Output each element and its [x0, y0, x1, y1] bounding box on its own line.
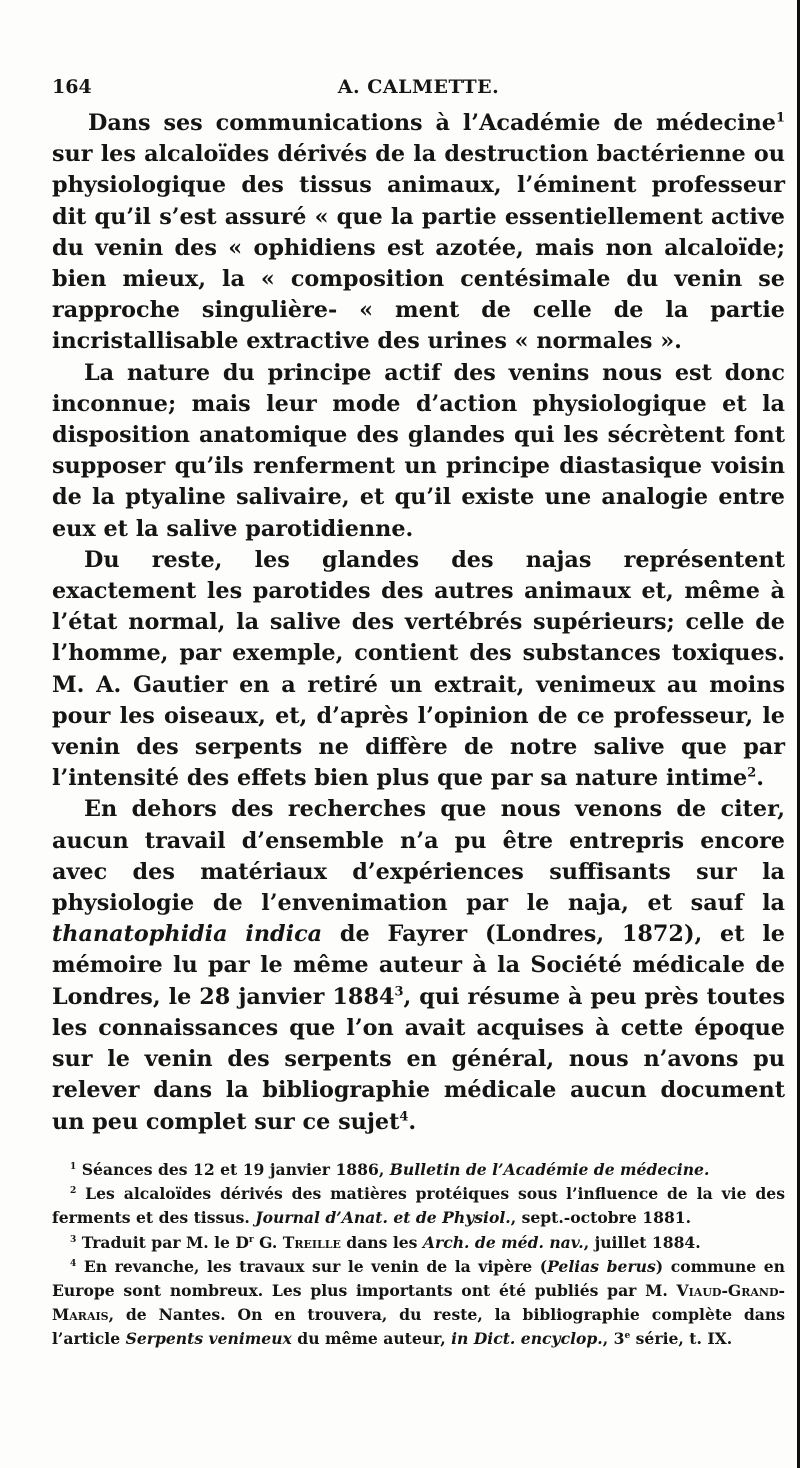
paragraph-3 — [52, 545, 785, 795]
paragraph-4-text-c: , qui résume à peu près toutes les connaissances que l’on avait acquises à cette époque sur le venin des serpents en général, nous n’avons pu relever dans la bibliographie médicale aucun document un peu complet sur ce sujet — [52, 983, 785, 1135]
page-number: 164 — [52, 76, 92, 98]
footnote-2-text-a: Les alcaloïdes dérivés des matières protéiques sous l’influence de la vie des ferments et des tissus. — [52, 1184, 785, 1228]
footnote-ref-3: 3 — [394, 984, 404, 1000]
footnote-2-text-b: , sept.-octobre 1881. — [510, 1208, 692, 1228]
footnote-1-mark: 1 — [70, 1161, 77, 1172]
footnote-4-text-e: , 3 — [602, 1329, 625, 1349]
paragraph-1 — [52, 108, 785, 358]
main-text — [52, 108, 785, 1138]
paragraph-3-text-b: . — [756, 765, 764, 792]
footnote-2-mark: 2 — [70, 1186, 77, 1197]
footnote-ref-2: 2 — [747, 765, 757, 781]
paragraph-4 — [52, 794, 785, 1137]
footnote-4-mark: 4 — [70, 1258, 77, 1269]
page-header — [52, 74, 785, 100]
footnote-4-italic-3: in Dict. encyclop. — [451, 1329, 603, 1349]
footnote-3-mark: 3 — [70, 1234, 77, 1245]
footnotes — [52, 1158, 785, 1352]
footnote-4-text-b: ) commune en Europe sont nombreux. Les plus importants ont été publiés par M. — [52, 1256, 785, 1301]
footnote-4-text-c: , de Nantes. On en trouvera, du reste, la bibliographie complète dans l’article — [52, 1305, 785, 1349]
paragraph-4-text-b: de Fayrer (Londres, 1872), et le mémoire lu par le même auteur à la Société médicale de Londres, le 28 janvier 1884 — [52, 921, 785, 1010]
footnote-1 — [52, 1158, 785, 1182]
footnote-4-text-f: série, t. IX. — [630, 1329, 733, 1349]
paragraph-1-text-a: Dans ses communications à l’Académie de médecine — [88, 110, 776, 136]
footnote-3-text-d: , juillet 1884. — [583, 1232, 701, 1252]
running-title: A. CALMETTE. — [337, 76, 500, 98]
footnote-3 — [52, 1231, 785, 1255]
footnote-4 — [52, 1255, 785, 1352]
paragraph-4-text-d: . — [408, 1108, 417, 1135]
footnote-2-italic: Journal d’Anat. et de Physiol. — [255, 1208, 511, 1228]
footnote-4-text-a: En revanche, les travaux sur le venin de la vipère ( — [76, 1256, 548, 1276]
footnote-4-small-caps: Viaud-Grand-Marais — [52, 1281, 785, 1325]
footnote-1-italic: Bulletin de l’Académie de médecine. — [389, 1160, 710, 1179]
footnote-4-italic-2: Serpents venimeux — [125, 1329, 292, 1349]
paragraph-4-text-a: En dehors des recherches que nous venons de citer, aucun travail d’ensemble n’a pu être entrepris encore avec des matériaux d’expériences suffisants sur la physiologie de l’envenimation par le naja, et sauf la — [52, 796, 785, 917]
paragraph-1-text-b: sur les alcaloïdes dérivés de la destruction bactérienne ou physiologique des tissus animaux, l’éminent professeur dit qu’il s’est assuré « que la partie essentiellement active du venin des « ophidiens est azotée, mais non alcaloïde; bien mieux, la « composition centésimale du venin se rapproche singulière- « ment de celle de la partie incristallisable extractive des urines « normales ». — [52, 141, 785, 355]
footnote-1-text-a: Séances des 12 et 19 janvier 1886, — [76, 1160, 390, 1179]
paragraph-2: La nature du principe actif des venins nous est donc inconnue; mais leur mode d’action physiologique et la disposition anatomique des glandes qui les sécrètent font supposer qu’ils renferment un principe diastasique voisin de la ptyaline salivaire, et qu’il existe une analogie entre eux et la salive parotidienne. — [52, 359, 785, 542]
paragraph-3-text-a: Du reste, les glandes des najas représentent exactement les parotides des autres animaux et, même à l’état normal, la salive des vertébrés supérieurs; celle de l’homme, par exemple, contient des substances toxiques. M. A. Gautier en a retiré un extrait, venimeux au moins pour les oiseaux, et, d’après l’opinion de ce professeur, le venin des serpents ne diffère de notre salive que par l’intensité des effets bien plus que par sa nature intime — [52, 546, 785, 792]
footnote-3-superscript: r — [248, 1234, 254, 1245]
footnote-4-superscript: e — [624, 1331, 631, 1342]
footnote-3-text-a: Traduit par M. le D — [76, 1232, 249, 1252]
footnote-4-text-d: du même auteur, — [291, 1329, 452, 1349]
footnote-4-italic-1: Pelias berus — [547, 1256, 656, 1276]
footnote-3-text-b: G. — [253, 1232, 283, 1252]
paragraph-4-italic: thanatophidia indica — [52, 921, 323, 948]
footnote-ref-4: 4 — [399, 1109, 409, 1125]
footnote-ref-1: 1 — [776, 110, 785, 126]
footnote-3-italic: Arch. de méd. nav. — [422, 1232, 584, 1252]
footnote-3-text-c: dans les — [340, 1232, 423, 1252]
footnote-3-small-caps: Treille — [282, 1232, 341, 1252]
footnote-2 — [52, 1182, 785, 1230]
